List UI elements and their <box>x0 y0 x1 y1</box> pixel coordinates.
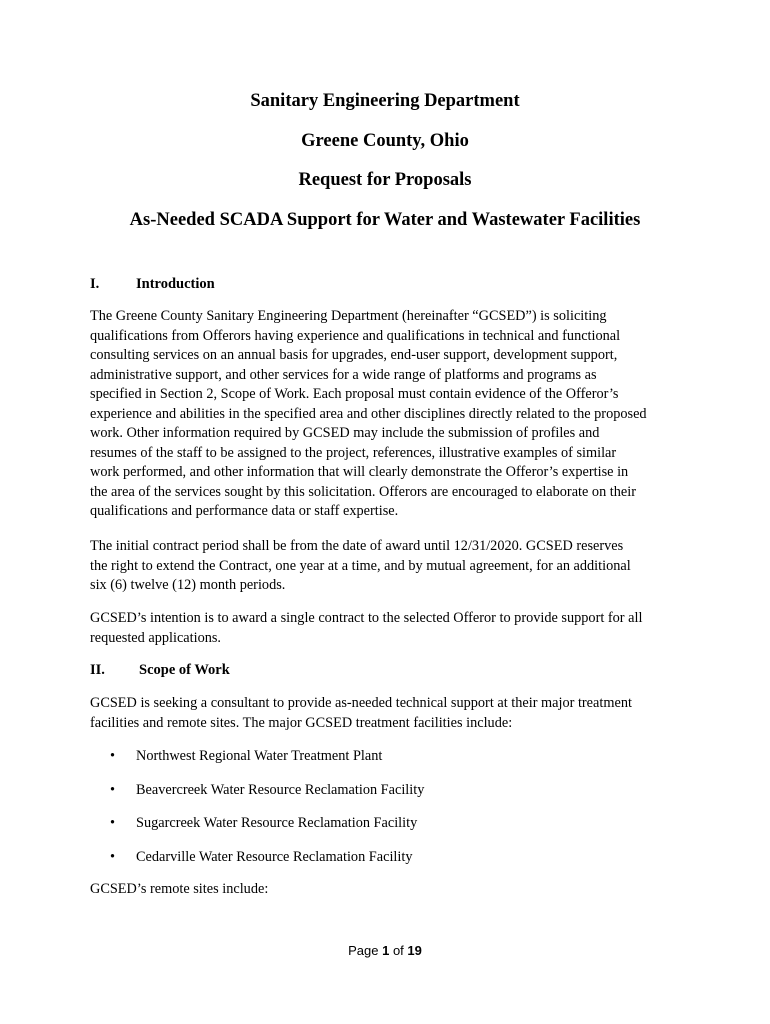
page-word: Page <box>348 943 379 958</box>
text-line: six (6) twelve (12) month periods. <box>90 577 286 593</box>
text-line: work performed, and other information that will clearly demonstrate the Offeror’s expertise in <box>90 464 629 480</box>
section-heading-scope-of-work <box>90 662 230 679</box>
facility-name: Northwest Regional Water Treatment Plant <box>136 748 383 764</box>
of-word: of <box>392 943 404 958</box>
project-title: As-Needed SCADA Support for Water and Wastewater Facilities <box>129 209 641 230</box>
text-line: the area of the services sought by this solicitation. Offerors are encouraged to elaborate on their <box>90 483 636 500</box>
page-current: 1 <box>382 943 390 958</box>
facility-name: Cedarville Water Resource Reclamation Facility <box>136 848 413 865</box>
text-line: consulting services on an annual basis for upgrades, end-user support, development support, <box>90 347 618 363</box>
facility-name: Sugarcreek Water Resource Reclamation Facility <box>136 815 418 831</box>
section-number: I. <box>90 276 100 292</box>
page-footer <box>0 943 770 958</box>
document-title-block <box>0 88 770 246</box>
text-line: specified in Section 2, Scope of Work. Each proposal must contain evidence of the Offeror’s <box>90 386 619 402</box>
bullet-icon: • <box>110 748 116 764</box>
facility-list <box>110 746 424 880</box>
text-line: GCSED’s remote sites include: <box>90 881 269 897</box>
text-line: work. Other information required by GCSED may include the submission of profiles and <box>90 425 600 441</box>
bullet-icon: • <box>110 848 116 865</box>
scope-paragraph-1 <box>90 694 690 733</box>
page-total: 19 <box>407 943 422 958</box>
section-title: Scope of Work <box>139 662 230 678</box>
text-line: administrative support, and other services for a wide range of platforms and programs as <box>90 366 597 383</box>
list-item <box>110 847 424 881</box>
remote-sites-intro <box>90 880 690 900</box>
text-line: qualifications and performance data or staff expertise. <box>90 503 399 519</box>
bullet-icon: • <box>110 781 116 798</box>
section-number: II. <box>90 662 105 678</box>
facility-name: Beavercreek Water Resource Reclamation Facility <box>136 781 425 798</box>
text-line: GCSED’s intention is to award a single contract to the selected Offeror to provide support for all <box>90 610 643 626</box>
text-line: resumes of the staff to be assigned to the project, references, illustrative examples of similar <box>90 444 617 461</box>
list-item <box>110 746 424 780</box>
text-line: requested applications. <box>90 629 222 646</box>
text-line: facilities and remote sites. The major GCSED treatment facilities include: <box>90 714 513 731</box>
text-line: the right to extend the Contract, one year at a time, and by mutual agreement, for an additional <box>90 557 631 574</box>
bullet-icon: • <box>110 815 116 831</box>
text-line: The Greene County Sanitary Engineering Department (hereinafter “GCSED”) is soliciting <box>90 308 607 324</box>
rfp-title: Request for Proposals <box>298 170 472 190</box>
intro-paragraph-2 <box>90 537 690 596</box>
intro-paragraph-3 <box>90 609 690 648</box>
section-title: Introduction <box>136 276 215 292</box>
department-title: Sanitary Engineering Department <box>250 91 520 111</box>
text-line: GCSED is seeking a consultant to provide as-needed technical support at their major treatment <box>90 695 632 711</box>
text-line: The initial contract period shall be from the date of award until 12/31/2020. GCSED reserves <box>90 538 624 554</box>
text-line: experience and abilities in the specified area and other disciplines directly related to the proposed <box>90 405 647 422</box>
text-line: qualifications from Offerors having experience and qualifications in technical and functional <box>90 327 621 344</box>
county-title: Greene County, Ohio <box>301 130 469 151</box>
intro-paragraph-1 <box>90 307 690 522</box>
section-heading-introduction <box>90 276 215 293</box>
list-item <box>110 780 424 814</box>
list-item <box>110 813 424 847</box>
